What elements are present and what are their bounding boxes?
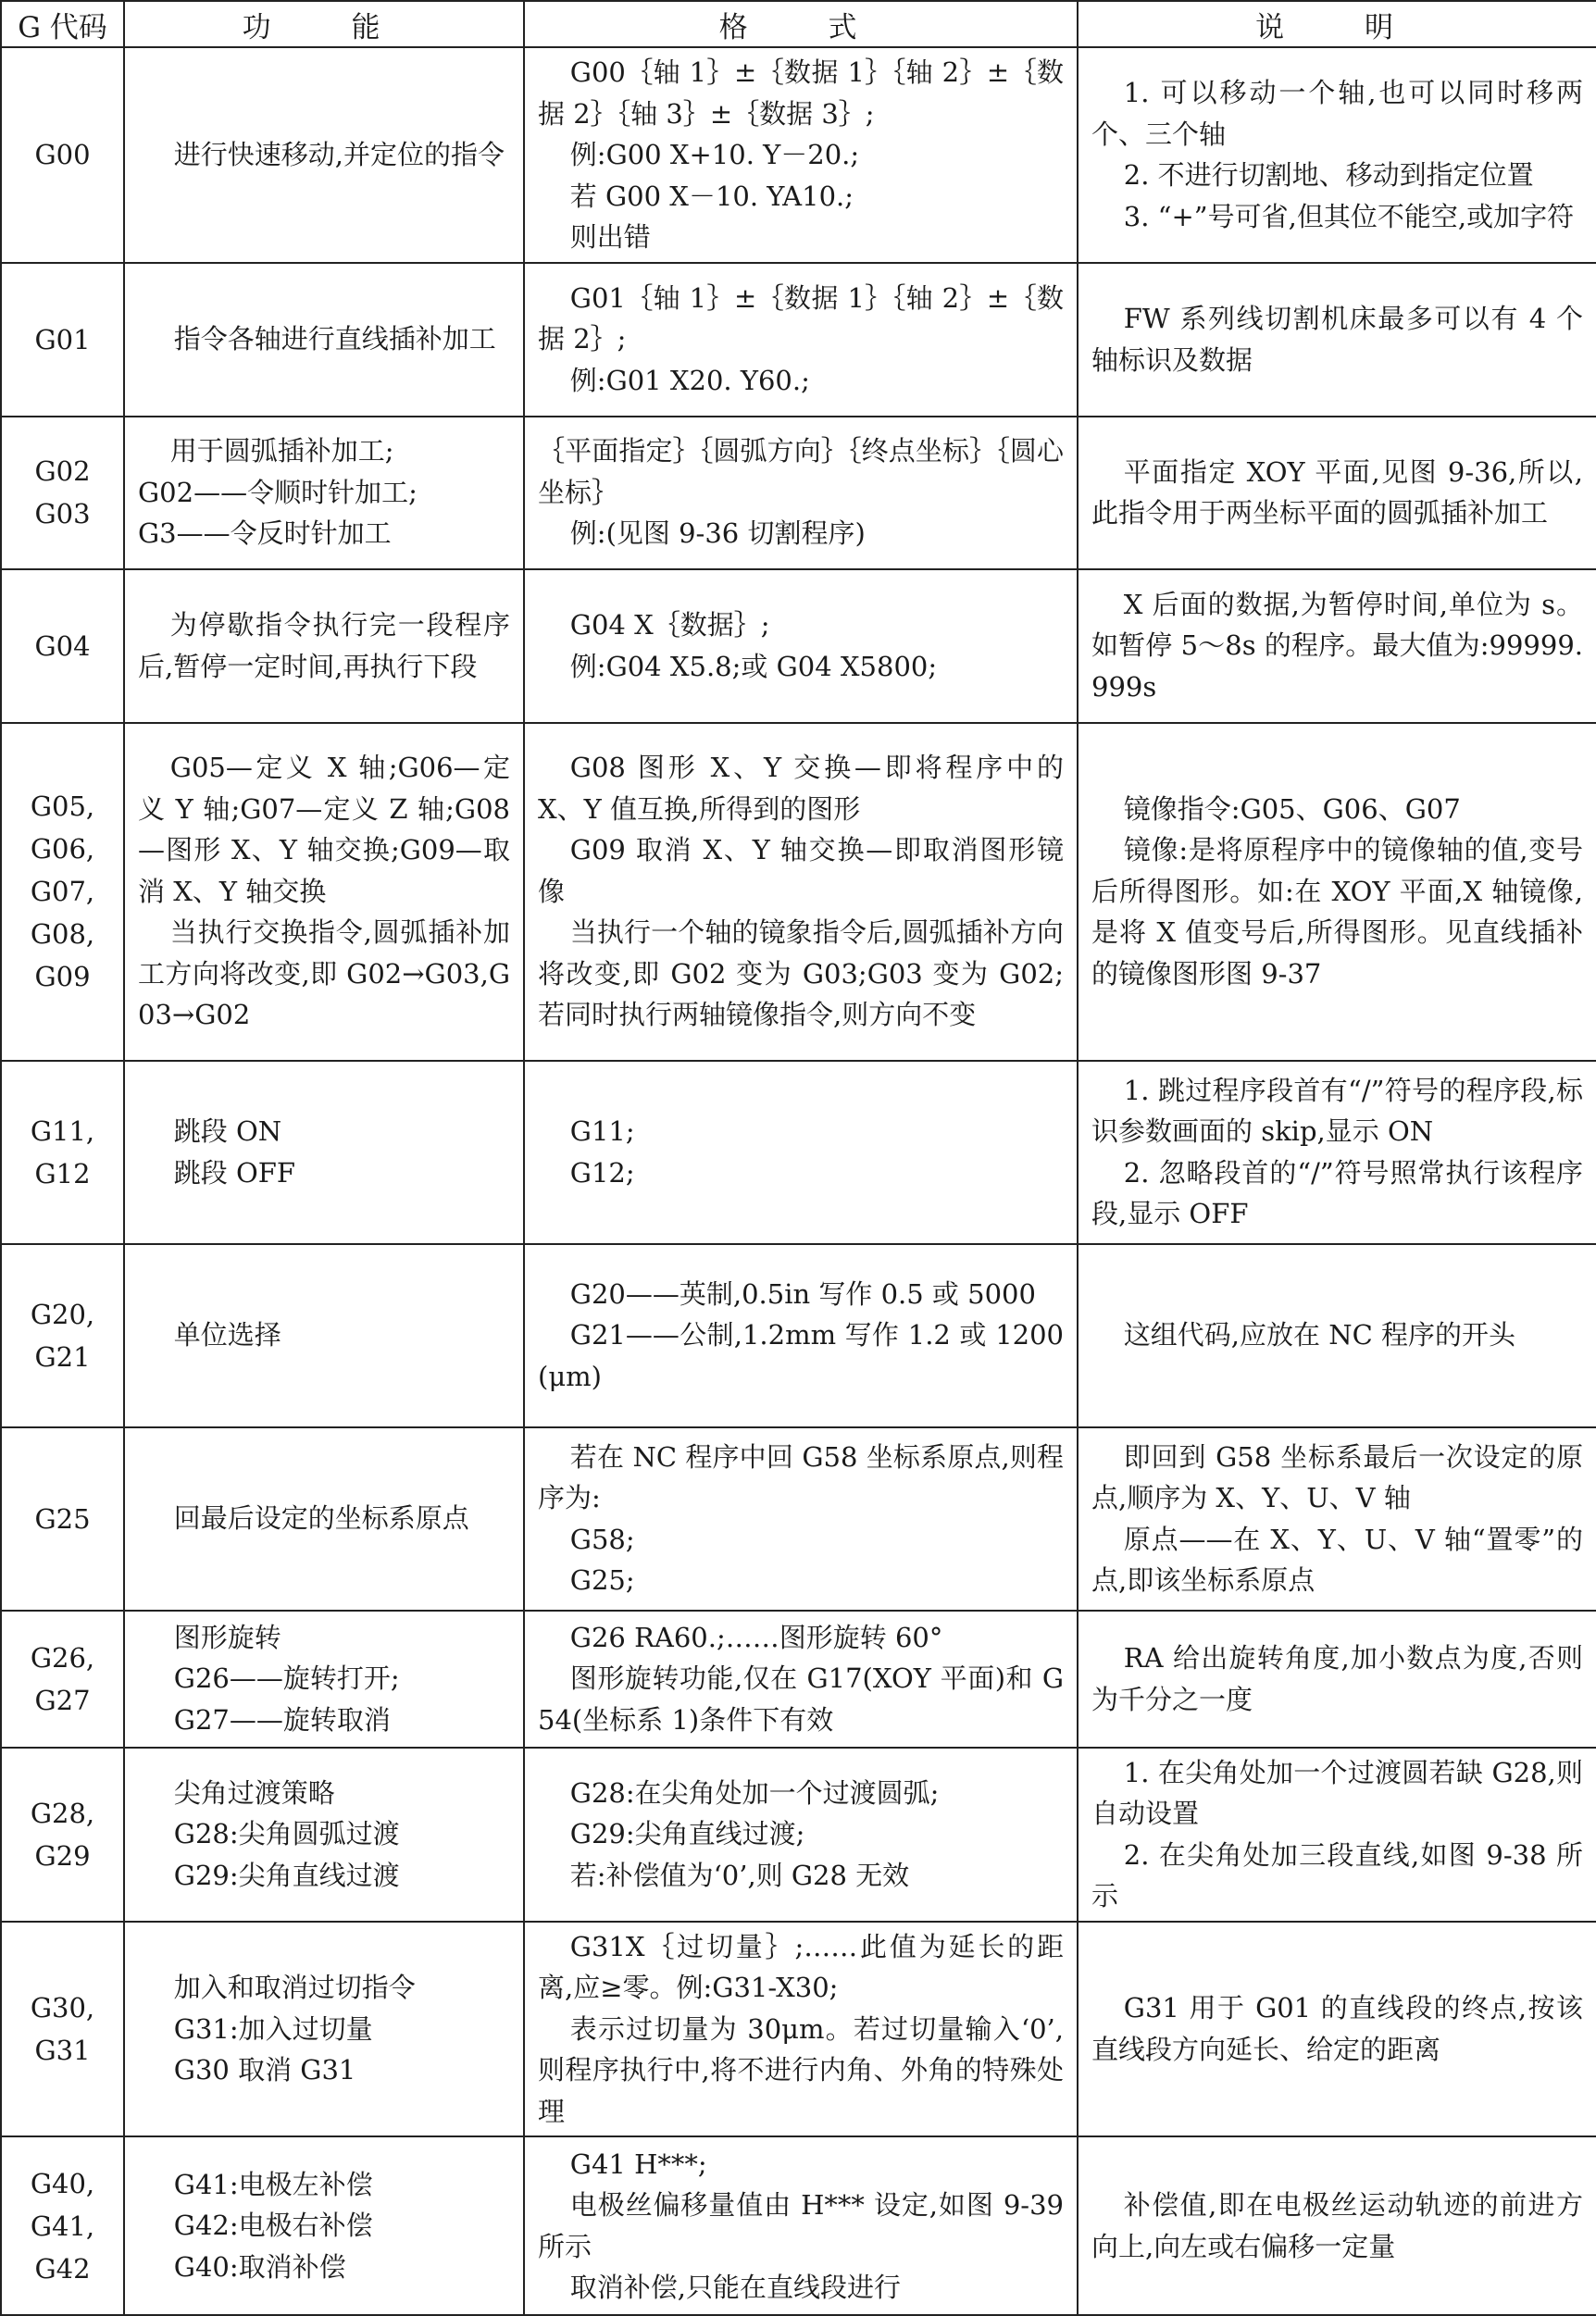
row-function <box>124 417 524 569</box>
table-row <box>1 1061 1596 1244</box>
table-row <box>1 723 1596 1061</box>
table-row <box>1 1922 1596 2137</box>
row-code <box>1 569 124 723</box>
row-function <box>124 1611 524 1748</box>
format-line: G04 X｛数据｝; <box>569 609 770 641</box>
description-line: 镜像:是将原程序中的镜像轴的值,变号后所得图形。如:在 XOY 平面,X 轴镜像,是将 X 值变号后,所得图形。见直线插补的镜像图形图 9-37 <box>1091 834 1583 990</box>
table-row <box>1 2136 1596 2315</box>
format-line: G12; <box>569 1156 635 1189</box>
code-line: G42 <box>34 2252 91 2285</box>
format-line: 例:(见图 9-36 切割程序) <box>569 517 866 550</box>
code-line: G00 <box>34 139 91 171</box>
function-line: G41:电极左补偿 <box>173 2168 373 2200</box>
description-line: 即回到 G58 坐标系最后一次设定的原点,顺序为 X、Y、U、V 轴 <box>1091 1440 1583 1513</box>
row-format <box>524 2136 1078 2315</box>
row-code <box>1 723 124 1061</box>
format-line: 若:补偿值为‘0’,则 G28 无效 <box>569 1859 910 1891</box>
header-format: 格 式 <box>524 1 1078 47</box>
code-line: G20, <box>30 1298 95 1330</box>
description-line: 平面指定 XOY 平面,见图 9-36,所以,此指令用于两坐标平面的圆弧插补加工 <box>1091 455 1583 529</box>
description-line: FW 系列线切割机床最多可以有 4 个轴标识及数据 <box>1091 303 1583 376</box>
description-line: 1. 跳过程序段首有“/”符号的程序段,标识参数画面的 skip,显示 ON <box>1091 1074 1583 1147</box>
row-code <box>1 1922 124 2137</box>
format-line: G09 取消 X、Y 轴交换—即取消图形镜像 <box>538 834 1064 907</box>
code-line: G07, <box>30 876 95 907</box>
function-line: 进行快速移动,并定位的指令 <box>173 139 505 170</box>
format-line: 若 G00 X－10. YA10.; <box>569 180 854 212</box>
row-function <box>124 1244 524 1427</box>
row-description <box>1078 263 1596 417</box>
row-function <box>124 1427 524 1611</box>
description-line: 原点——在 X、Y、U、V 轴“置零”的点,即该坐标系原点 <box>1091 1523 1583 1596</box>
function-line: G27——旋转取消 <box>173 1703 391 1736</box>
format-line: G25; <box>569 1564 635 1596</box>
code-line: G40, <box>30 2167 95 2199</box>
row-format <box>524 1427 1078 1611</box>
header-function: 功 能 <box>124 1 524 47</box>
table-row <box>1 417 1596 569</box>
row-format <box>524 1922 1078 2137</box>
row-code <box>1 1244 124 1427</box>
code-line: G04 <box>34 629 91 662</box>
description-line: 补偿值,即在电极丝运动轨迹的前进方向上,向左或右偏移一定量 <box>1091 2189 1583 2262</box>
table-row <box>1 1427 1596 1611</box>
row-code <box>1 47 124 263</box>
description-line: 1. 可以移动一个轴,也可以同时移两个、三个轴 <box>1091 77 1583 150</box>
format-line: G31X｛过切量｝;……此值为延长的距离,应≥零。例:G31-X30; <box>538 1930 1064 2003</box>
row-code <box>1 1427 124 1611</box>
code-line: G26, <box>30 1641 95 1674</box>
format-line: G28:在尖角处加一个过渡圆弧; <box>569 1776 940 1809</box>
function-line: 加入和取消过切指令 <box>173 1972 416 2003</box>
header-description: 说 明 <box>1078 1 1596 47</box>
format-line: G01｛轴 1｝±｛数据 1｝｛轴 2｝±｛数据 2｝; <box>538 281 1064 355</box>
row-function <box>124 2136 524 2315</box>
row-function <box>124 723 524 1061</box>
format-line: G26 RA60.;……图形旋转 60° <box>569 1621 943 1653</box>
function-line: G40:取消补偿 <box>173 2250 346 2283</box>
code-line: G21 <box>34 1340 91 1373</box>
function-line: 图形旋转 <box>173 1621 281 1653</box>
row-format <box>524 1061 1078 1244</box>
row-code <box>1 263 124 417</box>
row-description <box>1078 2136 1596 2315</box>
code-line: G05, <box>30 791 95 822</box>
code-line: G25 <box>34 1502 91 1535</box>
function-line: G3——令反时针加工 <box>138 517 392 550</box>
code-line: G01 <box>34 323 91 355</box>
row-format <box>524 1244 1078 1427</box>
code-line: G03 <box>34 498 91 529</box>
format-line: 若在 NC 程序中回 G58 坐标系原点,则程序为: <box>538 1440 1064 1513</box>
code-line: G28, <box>30 1797 95 1829</box>
format-line: 当执行一个轴的镜象指令后,圆弧插补方向将改变,即 G02 变为 G03;G03 变为 G02;若同时执行两轴镜像指令,则方向不变 <box>538 916 1064 1031</box>
table-row <box>1 1244 1596 1427</box>
description-line: RA 给出旋转角度,加小数点为度,否则为千分之一度 <box>1091 1642 1583 1715</box>
code-line: G11, <box>30 1114 95 1147</box>
row-format <box>524 47 1078 263</box>
description-line: 镜像指令:G05、G06、G07 <box>1123 792 1461 825</box>
format-line: G20——英制,0.5in 写作 0.5 或 5000 <box>569 1277 1036 1310</box>
row-description <box>1078 1922 1596 2137</box>
format-line: 取消补偿,只能在直线段进行 <box>569 2272 902 2303</box>
function-line: 尖角过渡策略 <box>173 1776 335 1809</box>
row-format <box>524 263 1078 417</box>
format-line: 例:G00 X+10. Y－20.; <box>569 139 860 170</box>
header-code: G 代码 <box>1 1 124 47</box>
description-line: 这组代码,应放在 NC 程序的开头 <box>1123 1319 1516 1351</box>
function-line: 当执行交换指令,圆弧插补加工方向将改变,即 G02→G03,G03→G02 <box>138 916 510 1031</box>
function-line: 指令各轴进行直线插补加工 <box>173 323 496 355</box>
table-row <box>1 263 1596 417</box>
row-format <box>524 569 1078 723</box>
format-line: G21——公制,1.2mm 写作 1.2 或 1200(μm) <box>538 1319 1064 1392</box>
row-code <box>1 417 124 569</box>
row-function <box>124 1922 524 2137</box>
description-line: 2. 在尖角处加三段直线,如图 9-38 所示 <box>1091 1838 1583 1911</box>
function-line: 用于圆弧插补加工; <box>169 435 394 467</box>
code-line: G09 <box>34 961 91 992</box>
row-function <box>124 1061 524 1244</box>
function-line: G28:尖角圆弧过渡 <box>173 1818 400 1850</box>
format-line: 例:G01 X20. Y60.; <box>569 364 810 396</box>
description-line: X 后面的数据,为暂停时间,单位为 s。如暂停 5～8s 的程序。最大值为:99999.999s <box>1091 588 1583 703</box>
format-line: G41 H***; <box>569 2148 707 2180</box>
row-description <box>1078 1244 1596 1427</box>
code-line: G12 <box>34 1157 91 1189</box>
row-description <box>1078 1061 1596 1244</box>
code-line: G29 <box>34 1839 91 1872</box>
code-line: G31 <box>34 2034 91 2066</box>
code-line: G08, <box>30 918 95 950</box>
table-row <box>1 569 1596 723</box>
row-description <box>1078 1748 1596 1922</box>
code-line: G41, <box>30 2210 95 2242</box>
function-line: G31:加入过切量 <box>173 2012 373 2045</box>
code-line: G06, <box>30 833 95 865</box>
format-line: 则出错 <box>569 221 651 253</box>
row-format <box>524 723 1078 1061</box>
format-line: 图形旋转功能,仅在 G17(XOY 平面)和 G54(坐标系 1)条件下有效 <box>538 1662 1064 1736</box>
row-description <box>1078 569 1596 723</box>
function-line: 单位选择 <box>173 1319 281 1351</box>
row-format <box>524 1748 1078 1922</box>
description-line: 3. “+”号可省,但其位不能空,或加字符 <box>1123 200 1575 232</box>
format-line: G11; <box>569 1115 635 1147</box>
code-line: G30, <box>30 1991 95 2023</box>
function-line: G29:尖角直线过渡 <box>173 1859 400 1891</box>
row-format <box>524 1611 1078 1748</box>
description-line: 1. 在尖角处加一个过渡圆若缺 G28,则自动设置 <box>1091 1756 1583 1829</box>
function-line: 跳段 ON <box>173 1115 282 1147</box>
format-line: G00｛轴 1｝±｛数据 1｝｛轴 2｝±｛数据 2｝｛轴 3｝±｛数据 3｝; <box>538 56 1064 130</box>
format-line: G58; <box>569 1523 635 1555</box>
format-line: 表示过切量为 30μm。若过切量输入‘0’,则程序执行中,将不进行内角、外角的特殊处理 <box>538 2012 1064 2127</box>
description-line: G31 用于 G01 的直线段的终点,按该直线段方向延长、给定的距离 <box>1091 1992 1583 2065</box>
function-line: G26——旋转打开; <box>173 1662 400 1695</box>
row-code <box>1 1611 124 1748</box>
function-line: G02——令顺时针加工; <box>138 476 418 508</box>
format-line: ｛平面指定｝｛圆弧方向｝｛终点坐标｝｛圆心坐标｝ <box>538 435 1064 508</box>
function-line: G30 取消 G31 <box>173 2054 356 2086</box>
format-line: 例:G04 X5.8;或 G04 X5800; <box>569 650 938 682</box>
row-description <box>1078 1427 1596 1611</box>
function-line: 回最后设定的坐标系原点 <box>173 1502 469 1535</box>
table-row <box>1 1611 1596 1748</box>
description-line: 2. 不进行切割地、移动到指定位置 <box>1123 159 1534 192</box>
function-line: 跳段 OFF <box>173 1156 296 1189</box>
row-code <box>1 2136 124 2315</box>
row-function <box>124 569 524 723</box>
function-line: G05—定义 X 轴;G06—定义 Y 轴;G07—定义 Z 轴;G08—图形 X、Y 轴交换;G09—取消 X、Y 轴交换 <box>138 752 510 907</box>
row-description <box>1078 723 1596 1061</box>
row-code <box>1 1061 124 1244</box>
code-line: G02 <box>34 455 91 487</box>
format-line: 电极丝偏移量值由 H*** 设定,如图 9-39 所示 <box>538 2189 1064 2262</box>
table-header-row <box>1 1 1596 47</box>
format-line: G08 图形 X、Y 交换—即将程序中的 X、Y 值互换,所得到的图形 <box>538 752 1064 825</box>
description-line: 2. 忽略段首的“/”符号照常执行该程序段,显示 OFF <box>1091 1156 1583 1229</box>
table-row <box>1 1748 1596 1922</box>
row-format <box>524 417 1078 569</box>
row-code <box>1 1748 124 1922</box>
row-description <box>1078 417 1596 569</box>
row-description <box>1078 1611 1596 1748</box>
code-line: G27 <box>34 1684 91 1716</box>
row-function <box>124 1748 524 1922</box>
function-line: 为停歇指令执行完一段程序后,暂停一定时间,再执行下段 <box>138 609 510 682</box>
row-description <box>1078 47 1596 263</box>
format-line: G29:尖角直线过渡; <box>569 1818 805 1850</box>
table-row <box>1 47 1596 263</box>
row-function <box>124 263 524 417</box>
row-function <box>124 47 524 263</box>
function-line: G42:电极右补偿 <box>173 2210 373 2242</box>
